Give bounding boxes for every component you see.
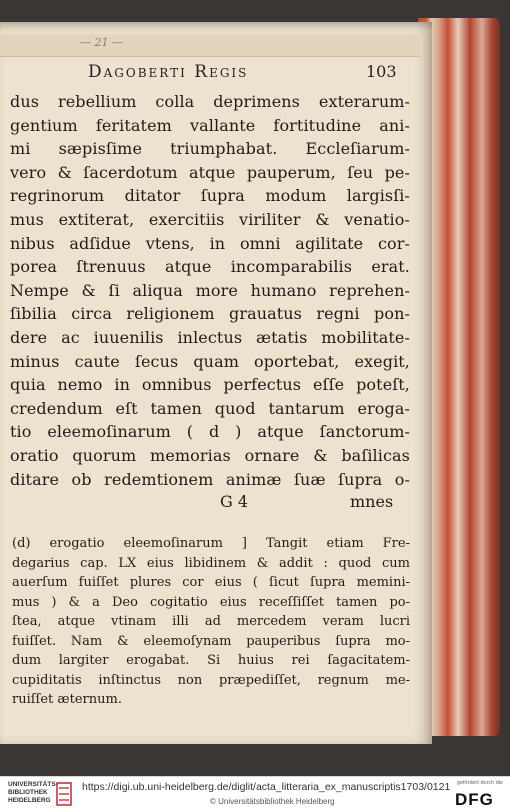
text-line: gentium feritatem vallante fortitudine ani- <box>10 115 410 135</box>
copyright-notice: © Universitätsbibliothek Heidelberg <box>210 797 335 806</box>
footnote-line: fuiſſet. Nam & eleemoſynam pauperibus ſupra mo- <box>12 633 410 649</box>
footnote-line: auerſum fuiſſet plures cor eius ( ſicut ſupra memini- <box>12 575 410 590</box>
funded-by-label: gefördert durch die <box>456 780 504 786</box>
footnote-line: ruiſſet æternum. <box>12 692 122 707</box>
heidelberg-seal-icon <box>56 782 72 806</box>
footnote-line: (d) erogatio eleemoſinarum ] Tangit etiam Fre- <box>12 536 410 551</box>
top-page-mark: — 21 — <box>80 36 123 49</box>
university-library-logo[interactable]: UNIVERSITÄTS-BIBLIOTHEK HEIDELBERG <box>8 781 58 804</box>
previous-page-strip <box>0 34 420 57</box>
running-head: Dagoberti Regis <box>88 62 249 82</box>
text-line: mi sæpisſime triumphabat. Eccleſiarum- <box>10 139 410 159</box>
viewer-footer <box>0 776 510 812</box>
footnote-line: degarius cap. LX eius libidinem & addit : quod cum <box>12 555 410 571</box>
text-line: credendum eſt tamen quod tantarum eroga- <box>10 398 410 418</box>
text-line: nibus adſidue vtens, in omni agilitate cor- <box>10 233 410 253</box>
text-line: dus rebellium colla deprimens exterarum- <box>10 92 410 111</box>
page-number: 103 <box>366 62 397 81</box>
text-line: oratio quorum memorias ornare & baſilicas <box>10 445 410 465</box>
main-text <box>10 90 410 491</box>
text-line: ditare ob redemtionem animæ ſuæ ſupra o- <box>10 469 410 489</box>
text-line: quia nemo in omnibus perfectus eſſe poteſt, <box>10 375 410 395</box>
dfg-logo[interactable]: DFG <box>455 790 494 809</box>
footnote <box>12 534 410 710</box>
footnote-line: ſtea, atque vtinam illi ad mercedem veram lucri <box>12 614 410 629</box>
text-line: regrinorum ditator ſupra modum largisſi- <box>10 186 410 206</box>
footnote-line: dum largiter erogabat. Si huius rei ſagacitatem- <box>12 653 410 668</box>
catchword: mnes <box>350 492 394 511</box>
text-line: mus extiterat, exercitiis viriliter & venatio- <box>10 209 410 229</box>
text-line: vero & ſacerdotum atque pauperum, ſeu pe- <box>10 162 410 182</box>
catchline <box>10 492 410 518</box>
text-line: dere ac iuuenilis inlectus ætatis mobilitate- <box>10 327 410 347</box>
text-line: Nempe & ſi aliqua more humano reprehen- <box>10 280 410 300</box>
signature-mark: G 4 <box>220 492 249 511</box>
footnote-line: cupiditatis inſtinctus non præpediſſet, regnum me- <box>12 672 410 688</box>
book-page <box>0 22 432 744</box>
text-line: porea ſtrenuus atque incomparabilis erat. <box>10 257 410 277</box>
text-line: ſibilia circa religionem grauatus regni pon- <box>10 304 410 324</box>
text-line: minus caute ſecus quam oportebat, exegit, <box>10 351 410 371</box>
permalink-url[interactable]: https://digi.ub.uni-heidelberg.de/diglit/acta_litteraria_ex_manuscriptis1703/0121 <box>82 781 451 793</box>
page-header <box>22 62 422 90</box>
text-line: tio eleemoſinarum ( d ) atque ſanctorum- <box>10 422 410 442</box>
footnote-line: mus ) & a Deo cogitatio eius receſſiſſet tamen po- <box>12 594 410 610</box>
